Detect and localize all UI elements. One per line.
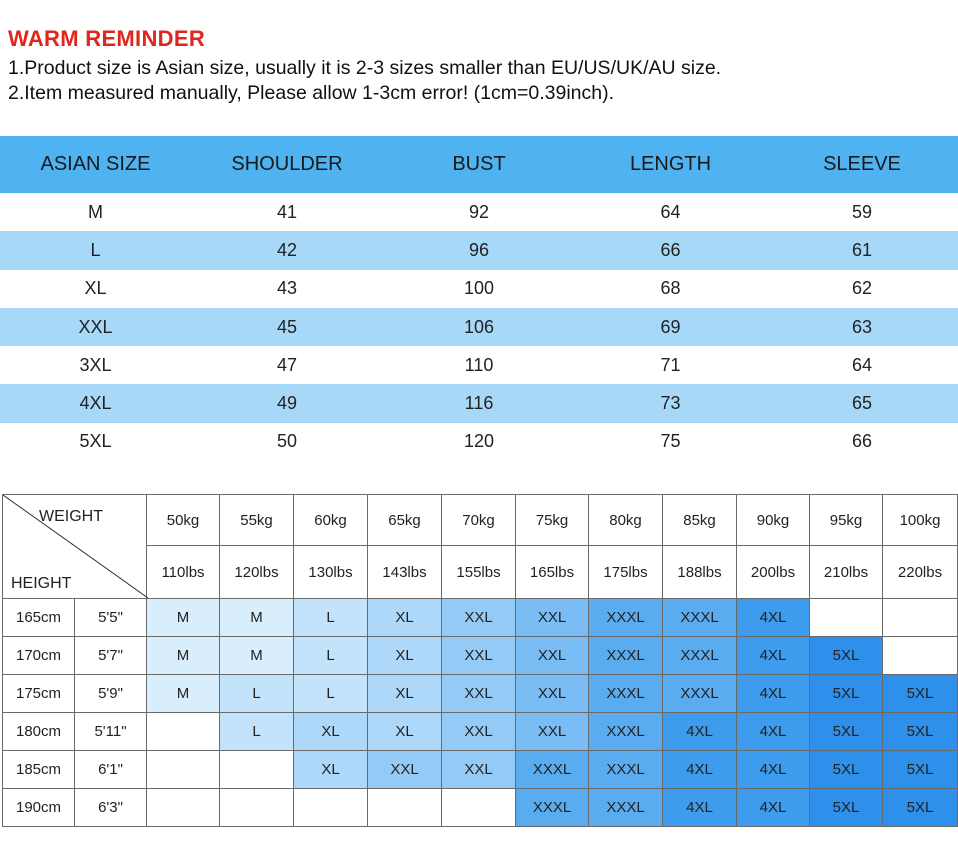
fit-size-cell: XL <box>368 599 442 637</box>
height-ft-cell: 6'1" <box>75 751 147 789</box>
col-header-bust: BUST <box>383 136 575 193</box>
size-cell-bust: 92 <box>383 193 575 231</box>
size-cell-shoulder: 45 <box>191 308 383 346</box>
size-row <box>0 270 958 308</box>
weight-kg-cell: 90kg <box>737 495 810 546</box>
fit-size-cell: XXXL <box>589 713 663 751</box>
fit-size-cell: XXL <box>442 599 516 637</box>
size-cell-asian-size: 3XL <box>0 346 191 384</box>
fit-chart <box>2 494 958 827</box>
size-row <box>0 231 958 269</box>
weight-lbs-cell: 210lbs <box>810 546 883 599</box>
height-ft-cell: 6'3" <box>75 789 147 827</box>
size-cell-bust: 106 <box>383 308 575 346</box>
size-cell-bust: 120 <box>383 423 575 461</box>
weight-kg-cell: 60kg <box>294 495 368 546</box>
col-header-length: LENGTH <box>575 136 766 193</box>
reminder-note-1: 1.Product size is Asian size, usually it is 2-3 sizes smaller than EU/US/UK/AU size. <box>8 57 722 79</box>
weight-kg-cell: 80kg <box>589 495 663 546</box>
size-cell-length: 66 <box>575 231 766 269</box>
size-cell-shoulder: 42 <box>191 231 383 269</box>
fit-size-cell: XXL <box>442 675 516 713</box>
size-cell-length: 68 <box>575 270 766 308</box>
size-cell-bust: 100 <box>383 270 575 308</box>
height-row <box>3 599 958 637</box>
fit-size-cell: 5XL <box>810 789 883 827</box>
fit-size-cell: 5XL <box>883 751 958 789</box>
fit-size-cell: XL <box>294 751 368 789</box>
fit-size-cell: XL <box>368 713 442 751</box>
fit-size-cell: XL <box>368 675 442 713</box>
fit-size-cell: M <box>147 637 220 675</box>
weight-lbs-cell: 155lbs <box>442 546 516 599</box>
fit-size-cell: XXL <box>516 713 589 751</box>
weight-lbs-cell: 175lbs <box>589 546 663 599</box>
height-ft-cell: 5'5" <box>75 599 147 637</box>
fit-size-cell <box>147 751 220 789</box>
fit-size-cell: XXL <box>516 599 589 637</box>
fit-size-cell <box>442 789 516 827</box>
size-cell-asian-size: XXL <box>0 308 191 346</box>
height-ft-cell: 5'7" <box>75 637 147 675</box>
fit-size-cell: 4XL <box>737 599 810 637</box>
size-cell-sleeve: 59 <box>766 193 958 231</box>
fit-size-cell: XXXL <box>589 751 663 789</box>
size-cell-length: 73 <box>575 384 766 422</box>
height-cm-cell: 180cm <box>3 713 75 751</box>
fit-size-cell <box>294 789 368 827</box>
weight-kg-cell: 75kg <box>516 495 589 546</box>
height-row <box>3 789 958 827</box>
fit-size-cell <box>147 789 220 827</box>
weight-lbs-cell: 143lbs <box>368 546 442 599</box>
height-cm-cell: 175cm <box>3 675 75 713</box>
size-cell-bust: 96 <box>383 231 575 269</box>
fit-size-cell: XXXL <box>663 599 737 637</box>
fit-size-cell: XXL <box>516 675 589 713</box>
fit-size-cell: 4XL <box>737 751 810 789</box>
size-cell-asian-size: 5XL <box>0 423 191 461</box>
height-cm-cell: 165cm <box>3 599 75 637</box>
fit-size-cell: XXXL <box>589 789 663 827</box>
height-ft-cell: 5'9" <box>75 675 147 713</box>
fit-size-cell <box>883 637 958 675</box>
size-row <box>0 423 958 461</box>
fit-size-cell: 4XL <box>737 789 810 827</box>
size-cell-shoulder: 41 <box>191 193 383 231</box>
size-cell-asian-size: 4XL <box>0 384 191 422</box>
fit-chart-body <box>3 495 958 827</box>
fit-size-cell: XXXL <box>663 637 737 675</box>
fit-size-cell: 5XL <box>883 713 958 751</box>
height-cm-cell: 190cm <box>3 789 75 827</box>
size-table <box>0 136 958 461</box>
fit-size-cell: L <box>220 713 294 751</box>
height-row <box>3 713 958 751</box>
fit-size-cell: 5XL <box>810 713 883 751</box>
fit-size-cell <box>368 789 442 827</box>
weight-kg-cell: 85kg <box>663 495 737 546</box>
weight-kg-cell: 65kg <box>368 495 442 546</box>
fit-size-cell: 5XL <box>810 637 883 675</box>
weight-label: WEIGHT <box>39 508 103 525</box>
weight-lbs-cell: 110lbs <box>147 546 220 599</box>
fit-size-cell: M <box>220 637 294 675</box>
fit-size-cell: M <box>147 599 220 637</box>
height-row <box>3 675 958 713</box>
weight-lbs-cell: 200lbs <box>737 546 810 599</box>
fit-size-cell: L <box>294 675 368 713</box>
weight-lbs-cell: 165lbs <box>516 546 589 599</box>
col-header-asian-size: ASIAN SIZE <box>0 136 191 193</box>
fit-size-cell: L <box>294 599 368 637</box>
fit-size-cell: XXXL <box>516 751 589 789</box>
weight-kg-row <box>3 495 958 546</box>
height-ft-cell: 5'11" <box>75 713 147 751</box>
fit-size-cell: XXL <box>368 751 442 789</box>
fit-size-cell: XXL <box>442 751 516 789</box>
height-cm-cell: 185cm <box>3 751 75 789</box>
size-cell-asian-size: L <box>0 231 191 269</box>
col-header-sleeve: SLEEVE <box>766 136 958 193</box>
fit-size-cell: L <box>294 637 368 675</box>
fit-size-cell: 5XL <box>810 675 883 713</box>
size-cell-sleeve: 61 <box>766 231 958 269</box>
fit-size-cell <box>220 789 294 827</box>
size-table-header-row <box>0 136 958 193</box>
fit-size-cell: XXXL <box>589 599 663 637</box>
fit-size-cell <box>147 713 220 751</box>
size-cell-bust: 110 <box>383 346 575 384</box>
height-cm-cell: 170cm <box>3 637 75 675</box>
height-row <box>3 637 958 675</box>
height-row <box>3 751 958 789</box>
size-cell-bust: 116 <box>383 384 575 422</box>
size-row <box>0 193 958 231</box>
size-cell-sleeve: 62 <box>766 270 958 308</box>
fit-size-cell: M <box>220 599 294 637</box>
fit-size-cell: XL <box>294 713 368 751</box>
size-row <box>0 384 958 422</box>
size-cell-length: 69 <box>575 308 766 346</box>
weight-kg-cell: 100kg <box>883 495 958 546</box>
size-cell-asian-size: M <box>0 193 191 231</box>
fit-size-cell: XXXL <box>589 675 663 713</box>
reminder-note-2: 2.Item measured manually, Please allow 1-3cm error! (1cm=0.39inch). <box>8 82 615 104</box>
weight-kg-cell: 70kg <box>442 495 516 546</box>
fit-size-cell: XXL <box>442 713 516 751</box>
weight-lbs-cell: 130lbs <box>294 546 368 599</box>
size-cell-length: 75 <box>575 423 766 461</box>
size-cell-sleeve: 66 <box>766 423 958 461</box>
size-cell-shoulder: 49 <box>191 384 383 422</box>
height-label: HEIGHT <box>11 575 72 592</box>
size-cell-sleeve: 63 <box>766 308 958 346</box>
fit-size-cell: 4XL <box>737 637 810 675</box>
size-cell-shoulder: 43 <box>191 270 383 308</box>
fit-size-cell: M <box>147 675 220 713</box>
weight-lbs-cell: 188lbs <box>663 546 737 599</box>
fit-size-cell: 5XL <box>883 789 958 827</box>
size-cell-asian-size: XL <box>0 270 191 308</box>
fit-size-cell: 5XL <box>883 675 958 713</box>
weight-lbs-cell: 120lbs <box>220 546 294 599</box>
weight-height-corner <box>3 495 147 599</box>
fit-size-cell: XXXL <box>663 675 737 713</box>
size-cell-length: 64 <box>575 193 766 231</box>
col-header-shoulder: SHOULDER <box>191 136 383 193</box>
fit-size-cell: 4XL <box>737 675 810 713</box>
fit-size-cell: 4XL <box>663 751 737 789</box>
fit-size-cell: 4XL <box>737 713 810 751</box>
size-cell-length: 71 <box>575 346 766 384</box>
size-row <box>0 308 958 346</box>
fit-size-cell: XXXL <box>589 637 663 675</box>
size-row <box>0 346 958 384</box>
weight-kg-cell: 95kg <box>810 495 883 546</box>
warm-reminder-title: WARM REMINDER <box>8 26 206 51</box>
weight-lbs-cell: 220lbs <box>883 546 958 599</box>
size-cell-shoulder: 50 <box>191 423 383 461</box>
size-cell-shoulder: 47 <box>191 346 383 384</box>
fit-size-cell: 4XL <box>663 713 737 751</box>
fit-size-cell: L <box>220 675 294 713</box>
weight-kg-cell: 50kg <box>147 495 220 546</box>
fit-size-cell: XXL <box>442 637 516 675</box>
fit-size-cell <box>220 751 294 789</box>
fit-size-cell: XXXL <box>516 789 589 827</box>
weight-kg-cell: 55kg <box>220 495 294 546</box>
fit-size-cell <box>810 599 883 637</box>
fit-size-cell: 4XL <box>663 789 737 827</box>
size-cell-sleeve: 65 <box>766 384 958 422</box>
size-table-body <box>0 193 958 461</box>
fit-size-cell: XL <box>368 637 442 675</box>
fit-size-cell: XXL <box>516 637 589 675</box>
fit-size-cell: 5XL <box>810 751 883 789</box>
size-cell-sleeve: 64 <box>766 346 958 384</box>
fit-size-cell <box>883 599 958 637</box>
